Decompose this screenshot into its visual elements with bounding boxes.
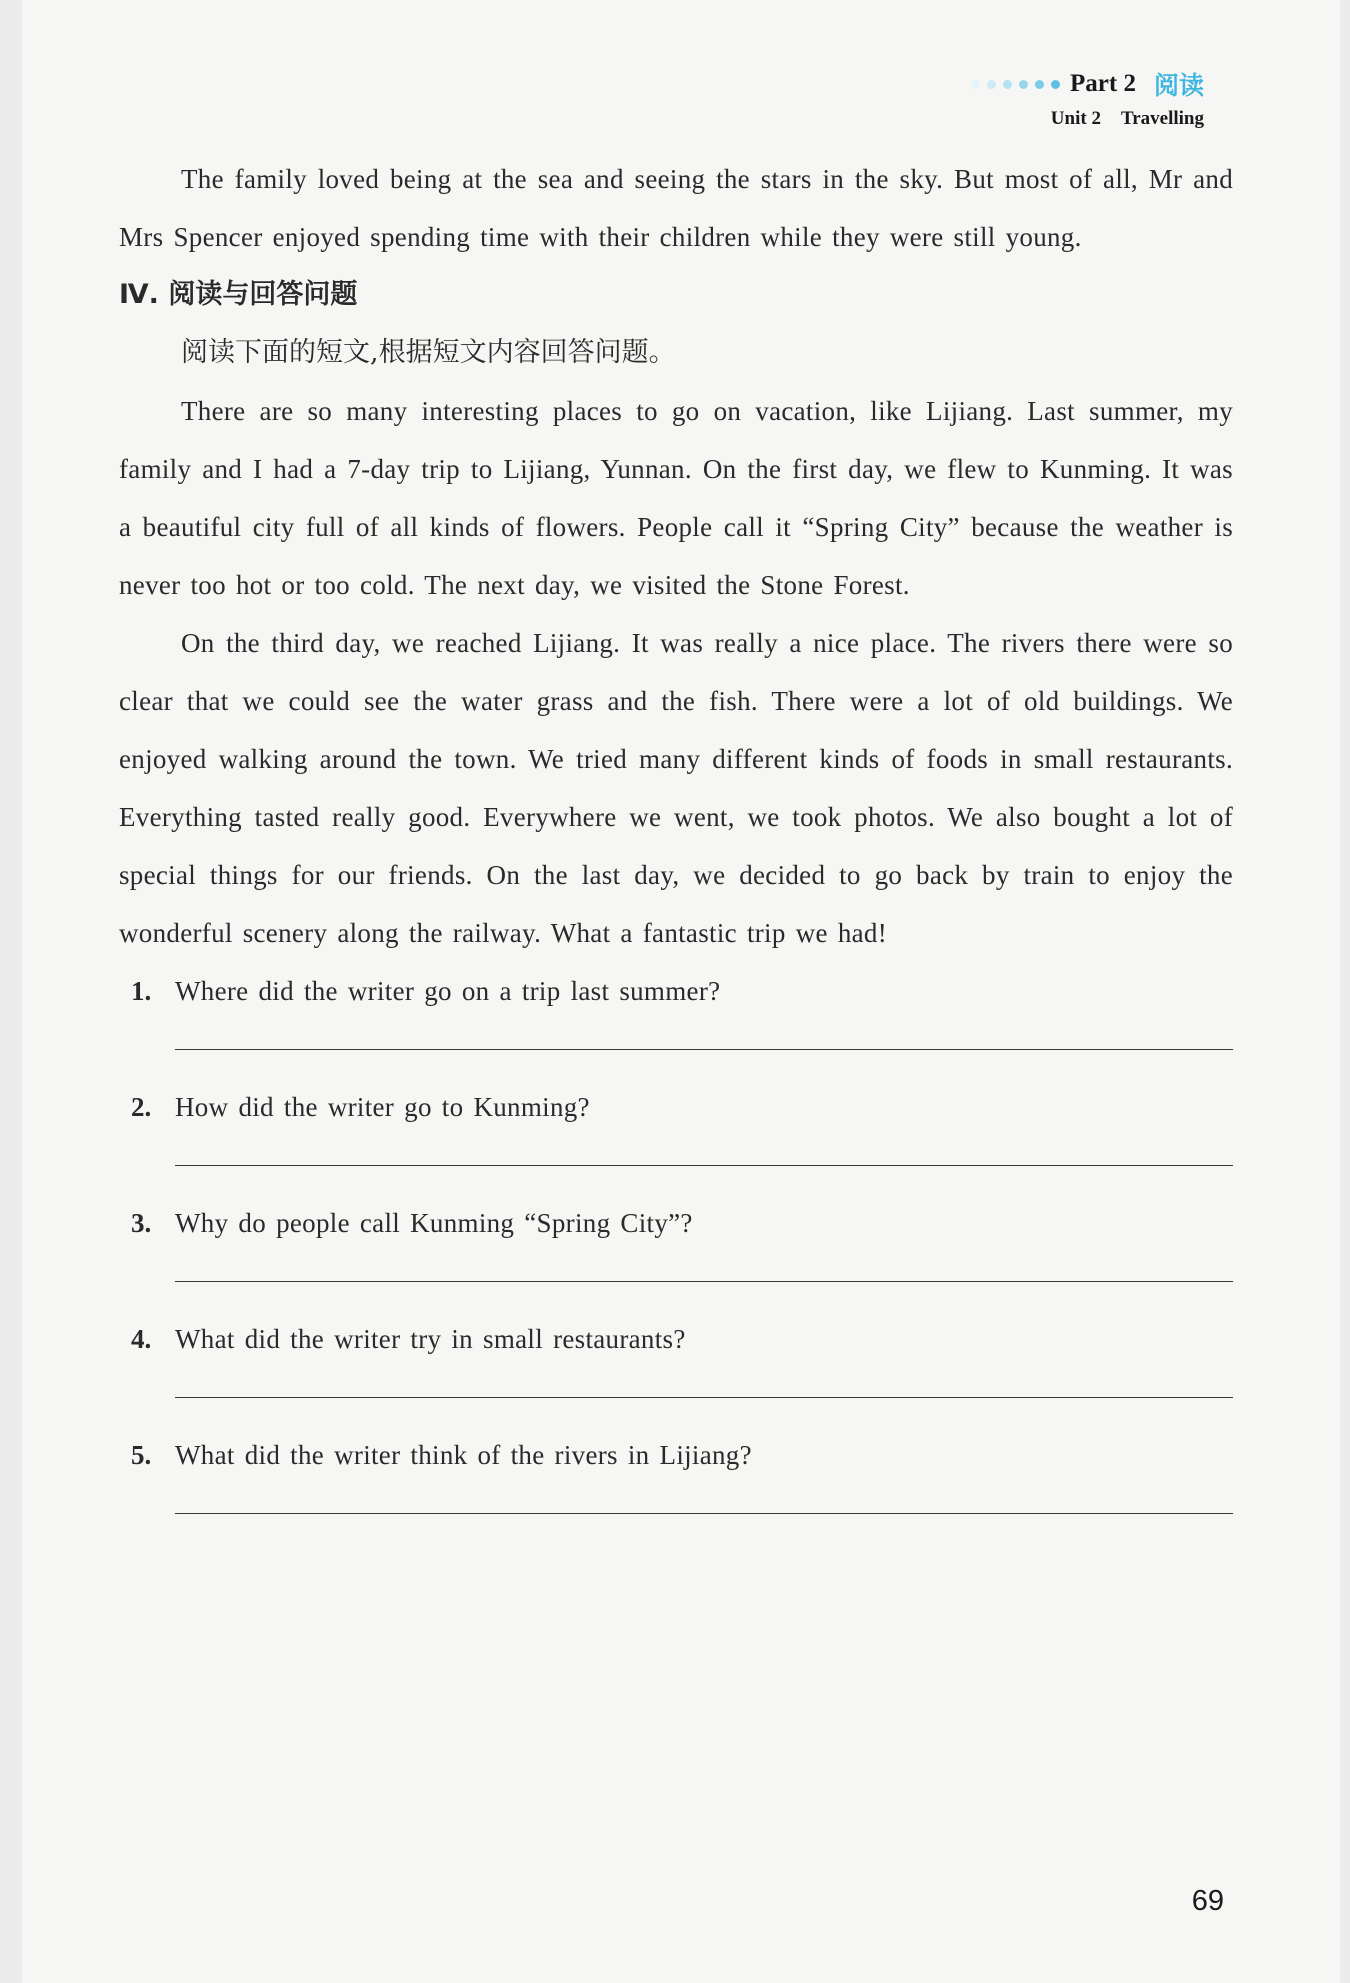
dot-icon <box>987 80 996 89</box>
question-item <box>119 962 1233 1078</box>
passage-paragraph-1: There are so many interesting places to go on vacation, like Lijiang. Last summer, my family and I had a 7-day trip to Lijiang, Yunnan. On the first day, we flew to Kunming. It was a beautiful city full of all kinds of flowers. People call it “Spring City” because the weather is never too hot or too cold. The next day, we visited the Stone Forest. <box>119 396 1233 600</box>
question-item <box>119 1194 1233 1310</box>
unit-label: Unit 2 <box>1050 108 1101 129</box>
dot-icon <box>971 80 980 89</box>
intro-paragraph: The family loved being at the sea and seeing the stars in the sky. But most of all, Mr and Mrs Spencer enjoyed spending time with their children while they were still young. <box>119 164 1233 252</box>
question-text: What did the writer try in small restaurants? <box>175 1324 686 1354</box>
page-content <box>119 150 1233 1542</box>
workbook-page <box>22 0 1340 1983</box>
dot-icon <box>1035 80 1044 89</box>
answer-line[interactable] <box>175 1049 1233 1050</box>
answer-line[interactable] <box>175 1397 1233 1398</box>
answer-line[interactable] <box>175 1513 1233 1514</box>
dot-icon <box>1051 80 1060 89</box>
passage-paragraph-2: On the third day, we reached Lijiang. It was really a nice place. The rivers there were so clear that we could see the water grass and the fish. There were a lot of old buildings. We enjoyed walking around the town. We tried many different kinds of foods in small restaurants. Everything tasted really good. Everywhere we went, we took photos. We also bought a lot of special things for our friends. On the last day, we decided to go back by train to enjoy the wonderful scenery along the railway. What a fantastic trip we had! <box>119 628 1233 948</box>
question-number: 5. <box>131 1440 152 1470</box>
question-text: How did the writer go to Kunming? <box>175 1092 590 1122</box>
question-number: 4. <box>131 1324 152 1354</box>
unit-subtitle <box>971 108 1204 130</box>
question-item <box>119 1426 1233 1542</box>
unit-title: Travelling <box>1120 108 1204 129</box>
header-top-row <box>971 66 1204 102</box>
answer-line[interactable] <box>175 1281 1233 1282</box>
question-number: 3. <box>131 1208 152 1238</box>
decorative-dots <box>971 80 1060 89</box>
page-number: 69 <box>1191 1885 1224 1917</box>
answer-line[interactable] <box>175 1165 1233 1166</box>
dot-icon <box>1019 80 1028 89</box>
question-text: What did the writer think of the rivers in Lijiang? <box>175 1440 752 1470</box>
question-number: 2. <box>131 1092 152 1122</box>
page-header <box>971 66 1204 130</box>
question-item <box>119 1078 1233 1194</box>
section-instruction: 阅读下面的短文,根据短文内容回答问题。 <box>181 337 676 368</box>
dot-icon <box>1003 80 1012 89</box>
question-text: Why do people call Kunming “Spring City”? <box>175 1208 693 1238</box>
question-list <box>119 962 1233 1542</box>
part-title: 阅读 <box>1153 71 1204 100</box>
question-text: Where did the writer go on a trip last summer? <box>175 976 721 1006</box>
section-heading: Ⅳ. 阅读与回答问题 <box>119 279 358 310</box>
part-label: Part 2 <box>1070 70 1136 97</box>
question-number: 1. <box>131 976 152 1006</box>
question-item <box>119 1310 1233 1426</box>
